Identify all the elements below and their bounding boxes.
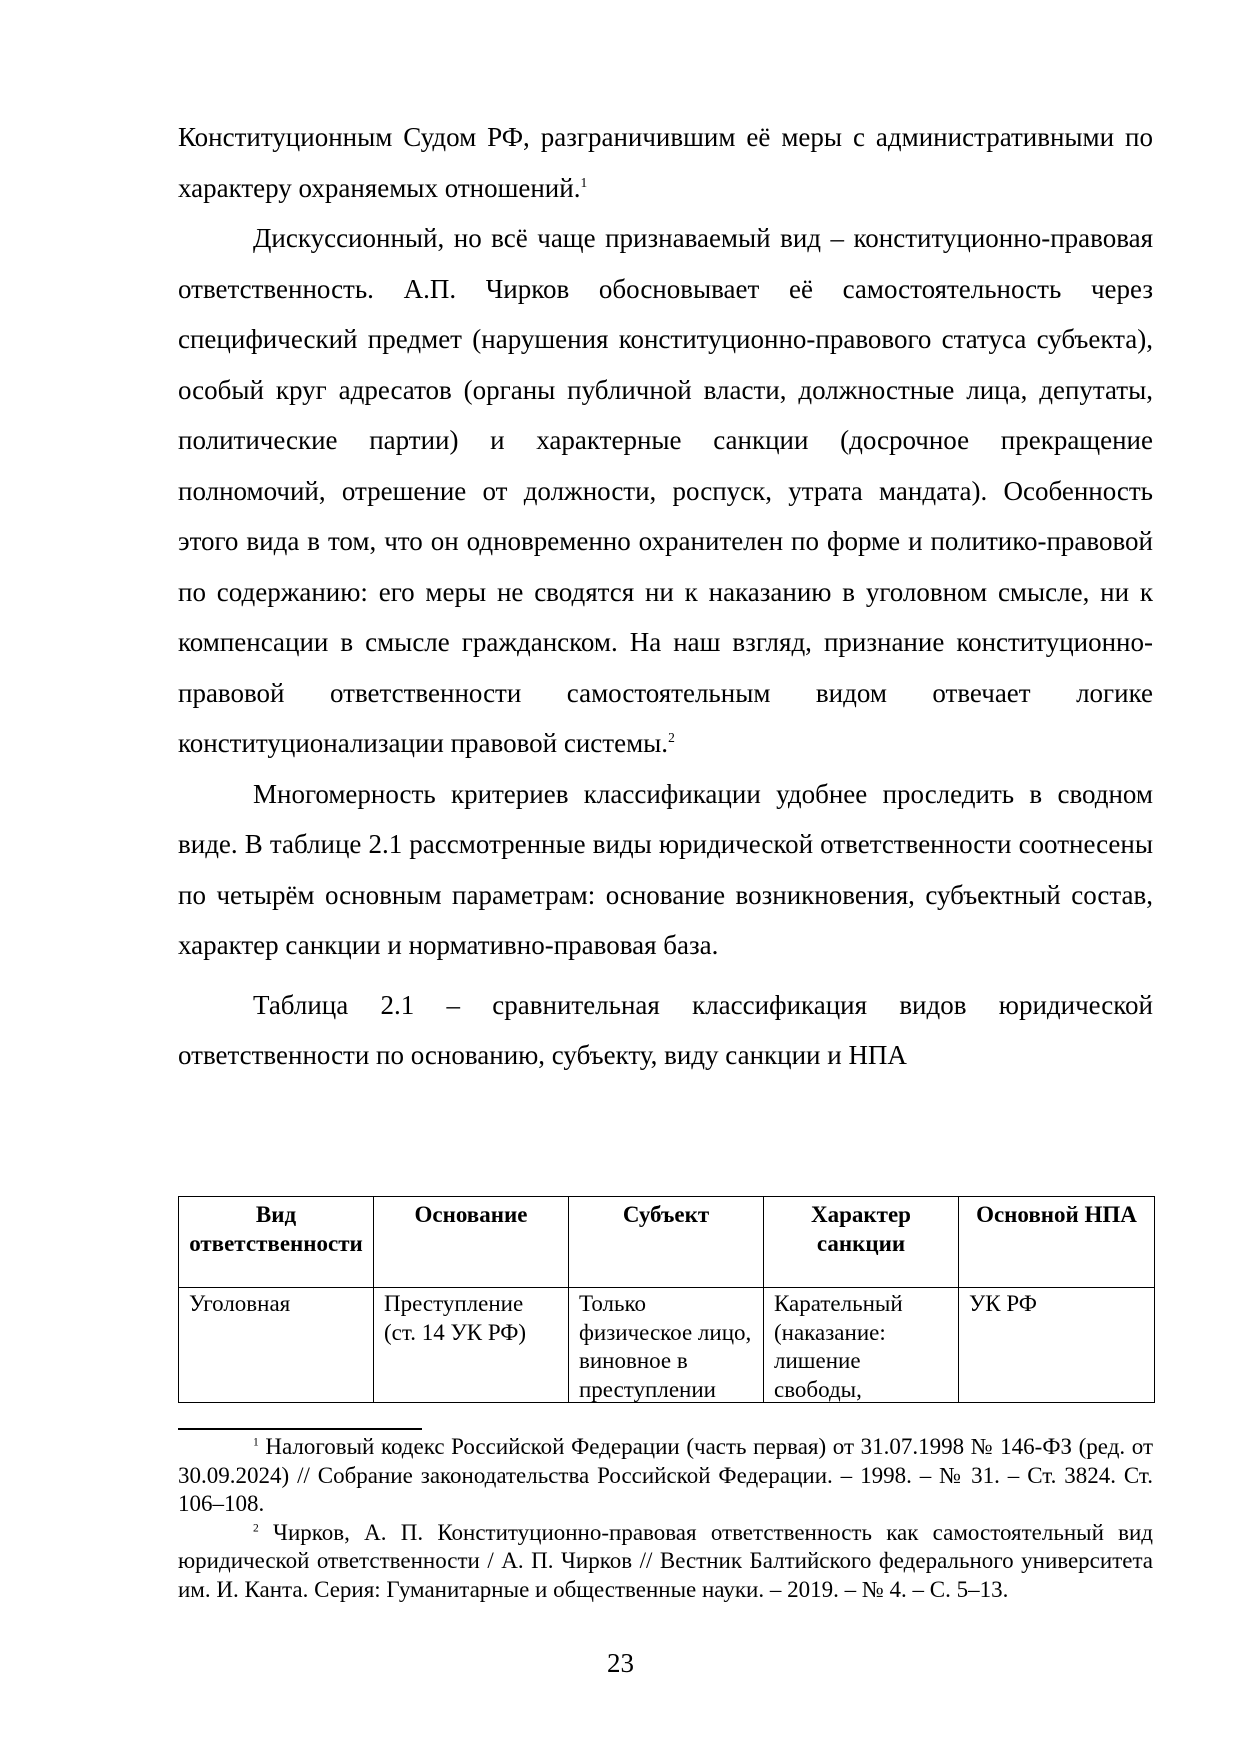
footnote-ref-2: 2 bbox=[668, 730, 675, 745]
footnote-mark-1: 1 bbox=[253, 1436, 259, 1449]
cell-liability-type: Уголовная bbox=[179, 1288, 374, 1403]
table-caption: Таблица 2.1 – сравнительная классификация видов юридической ответственности по основанию, субъекту, виду санкции и НПА bbox=[178, 989, 1153, 1070]
cell-sanction-nature: Карательный (наказание: лишение свободы, bbox=[764, 1288, 959, 1403]
paragraph-continuation: Конституционным Судом РФ, разграничившим её меры с административными по характеру охраняемых отношений.$^1$ bbox=[178, 122, 1153, 203]
paragraph-classification-summary: Многомерность критериев классификации удобнее проследить в сводном виде. В таблице 2.1 рассмотренные виды юридической ответственности соотнесены по четырём основным параметрам: основание возникновения, субъектный состав, характер санкции и нормативно-правовая база. bbox=[178, 778, 1153, 960]
classification-table bbox=[178, 1196, 1155, 1403]
cell-basis: Преступление (ст. 14 УК РФ) bbox=[374, 1288, 569, 1403]
cell-subject: Только физическое лицо, виновное в преступлении bbox=[569, 1288, 764, 1403]
header-main-act: Основной НПА bbox=[959, 1197, 1155, 1288]
table-header-row bbox=[179, 1197, 1155, 1288]
page-number: 23 bbox=[607, 1648, 634, 1678]
table-row bbox=[179, 1288, 1155, 1403]
footnote-separator bbox=[178, 1428, 422, 1430]
footnote-ref-1: 1 bbox=[580, 174, 588, 190]
header-sanction-nature: Характер санкции bbox=[764, 1197, 959, 1288]
paragraph-constitutional-liability: Дискуссионный, но всё чаще признаваемый вид – конституционно-правовая ответственность. А.П. Чирков обосновывает её самостоятельность через специфический предмет (нарушения конституционно-правового статуса субъекта), особый круг адресатов (органы публичной власти, должностные лица, депутаты, политические партии) и характерные санкции (досрочное прекращение полномочий, отрешение от должности, роспуск, утрата мандата). Особенность этого вида в том, что он одновременно охранителен по форме и политико-правовой по содержанию: его меры не сводятся ни к наказанию в уголовном смысле, ни к компенсации в смысле гражданском. На наш взгляд, признание конституционно-правовой ответственности самостоятельным видом отвечает логике конституционализации правовой системы.$^2$ bbox=[178, 223, 1153, 758]
footnote-mark-2: 2 bbox=[253, 1521, 259, 1534]
footnote-2: $^2$ Чирков, А. П. Конституционно-правовая ответственность как самостоятельный вид юридической ответственности / А. П. Чирков // Вестник Балтийского федерального университета им. И. Канта. Серия: Гуманитарные и общественные науки. – 2019. – № 4. – С. 5–13. bbox=[178, 1519, 1153, 1602]
header-liability-type: Вид ответственности bbox=[179, 1197, 374, 1288]
cell-main-act: УК РФ bbox=[959, 1288, 1155, 1403]
page-body bbox=[178, 112, 1153, 1081]
header-subject: Субъект bbox=[569, 1197, 764, 1288]
footnotes bbox=[178, 1433, 1153, 1604]
header-basis: Основание bbox=[374, 1197, 569, 1288]
footnote-1: $^1$ Налоговый кодекс Российской Федерации (часть первая) от 31.07.1998 № 146-ФЗ (ред. от 30.09.2024) // Собрание законодательства Российской Федерации. – 1998. – № 31. – Ст. 3824. Ст. 106–108. bbox=[178, 1434, 1154, 1516]
